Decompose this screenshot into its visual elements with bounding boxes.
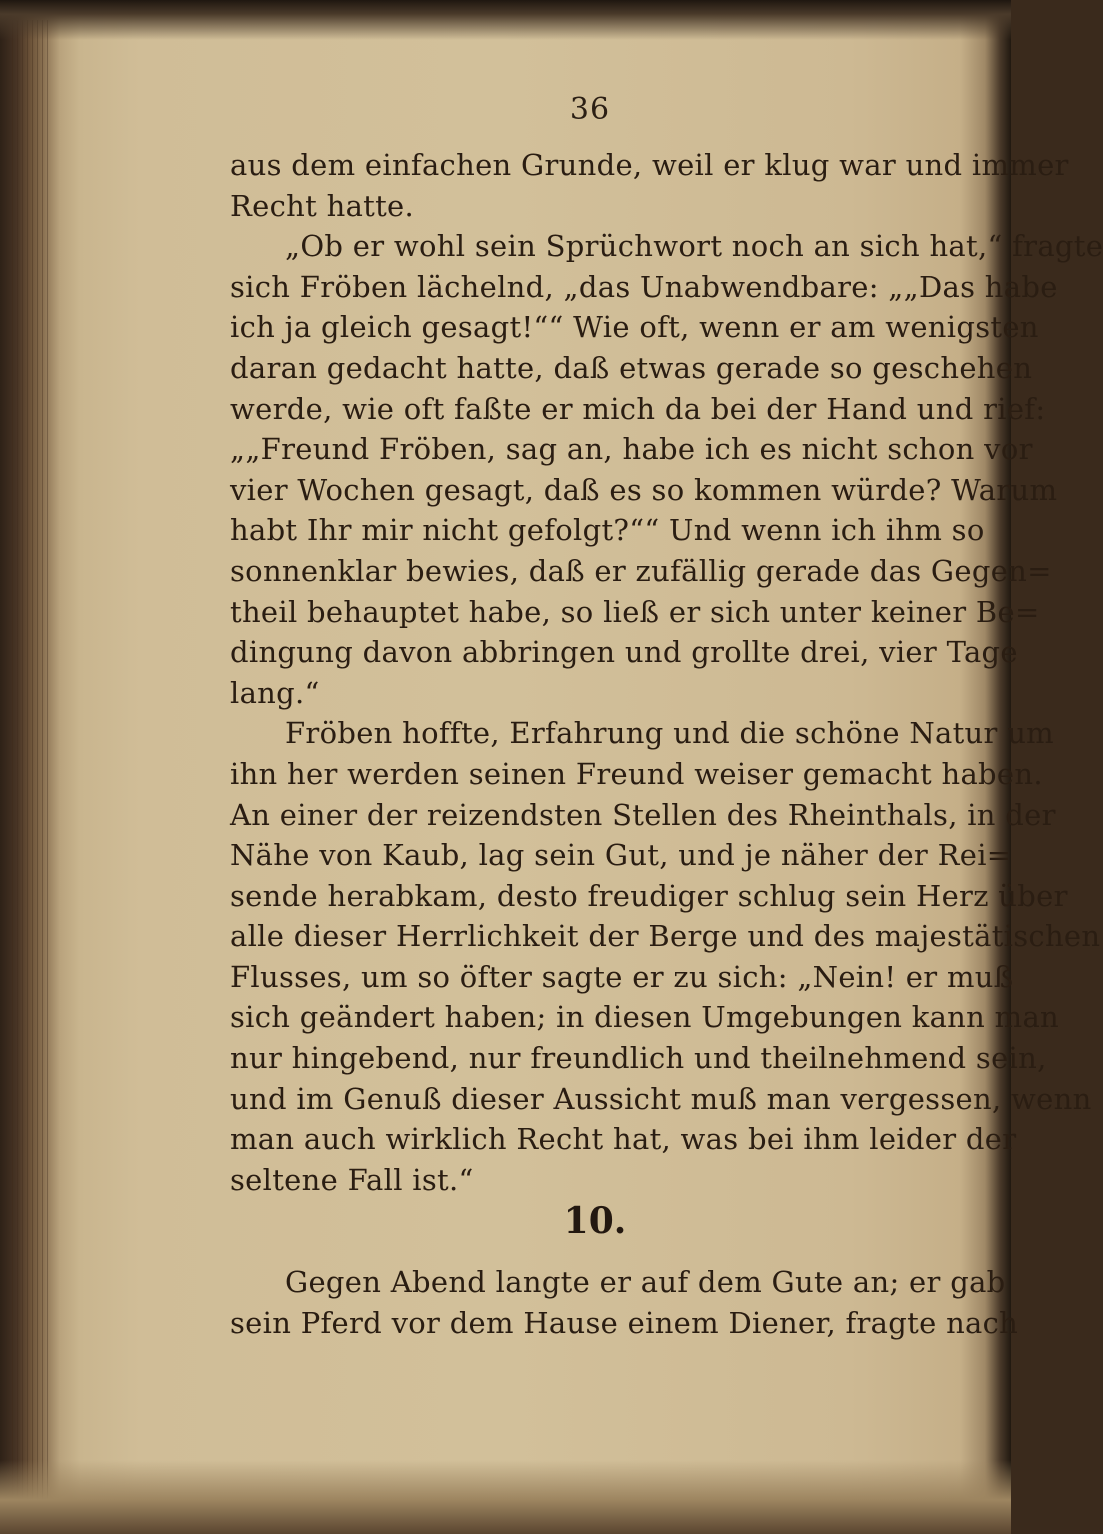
text-line: daran gedacht hatte, daß etwas gerade so geschehen xyxy=(230,350,1033,385)
text-line: „Ob er wohl sein Sprüchwort noch an sich hat,“ fragte xyxy=(285,229,1103,264)
text-line: sich geändert haben; in diesen Umgebungen kann man xyxy=(230,1000,1060,1035)
text-line: „„Freund Fröben, sag an, habe ich es nicht schon vor xyxy=(230,432,1033,467)
page-number: 36 xyxy=(569,92,611,127)
text-line: Nähe von Kaub, lag sein Gut, und je näher der Rei= xyxy=(230,838,1012,873)
text-line: werde, wie oft faßte er mich da bei der Hand und rief: xyxy=(230,391,1046,426)
text-line: vier Wochen gesagt, daß es so kommen würde? Warum xyxy=(230,472,1058,507)
text-line: sonnenklar bewies, daß er zufällig gerade das Gegen= xyxy=(230,553,1052,588)
text-line: lang.“ xyxy=(230,675,320,710)
chapter-heading: 10. xyxy=(563,1200,627,1242)
text-line: sende herabkam, desto freudiger schlug sein Herz über xyxy=(230,878,1068,913)
text-line: ich ja gleich gesagt!““ Wie oft, wenn er am wenigsten xyxy=(230,310,1039,345)
text-line: man auch wirklich Recht hat, was bei ihm leider der xyxy=(230,1122,1017,1157)
text-line: theil behauptet habe, so ließ er sich unter keiner Be= xyxy=(230,594,1040,629)
chapter-paragraph xyxy=(230,1262,1019,1343)
main-paragraphs xyxy=(230,145,1103,1200)
text-line: An einer der reizendsten Stellen des Rheinthals, in der xyxy=(230,797,1056,832)
page-bottom-shadow xyxy=(0,1460,1011,1534)
text-line: Fröben hoffte, Erfahrung und die schöne Natur um xyxy=(285,716,1054,751)
text-line: seltene Fall ist.“ xyxy=(230,1162,474,1197)
text-line: und im Genuß dieser Aussicht muß man vergessen, wenn xyxy=(230,1081,1092,1116)
text-line: Recht hatte. xyxy=(230,188,415,223)
text-line: sein Pferd vor dem Hause einem Diener, fragte nach xyxy=(230,1305,1019,1340)
text-line: nur hingebend, nur freundlich und theilnehmend sein, xyxy=(230,1041,1047,1076)
text-line: Flusses, um so öfter sagte er zu sich: „Nein! er muß xyxy=(230,959,1014,994)
text-line: ihn her werden seinen Freund weiser gemacht haben. xyxy=(230,756,1043,791)
text-line: dingung davon abbringen und grollte drei, vier Tage xyxy=(230,635,1018,670)
text-line: sich Fröben lächelnd, „das Unabwendbare: „„Das habe xyxy=(230,269,1058,304)
text-line: habt Ihr mir nicht gefolgt?““ Und wenn ich ihm so xyxy=(230,513,985,548)
text-line: alle dieser Herrlichkeit der Berge und des majestätischen xyxy=(230,919,1101,954)
page-top-shadow xyxy=(0,0,1011,40)
text-line: aus dem einfachen Grunde, weil er klug war und immer xyxy=(230,148,1069,182)
text-line: Gegen Abend langte er auf dem Gute an; er gab xyxy=(285,1265,1006,1299)
page-stack-edges xyxy=(12,20,52,1500)
